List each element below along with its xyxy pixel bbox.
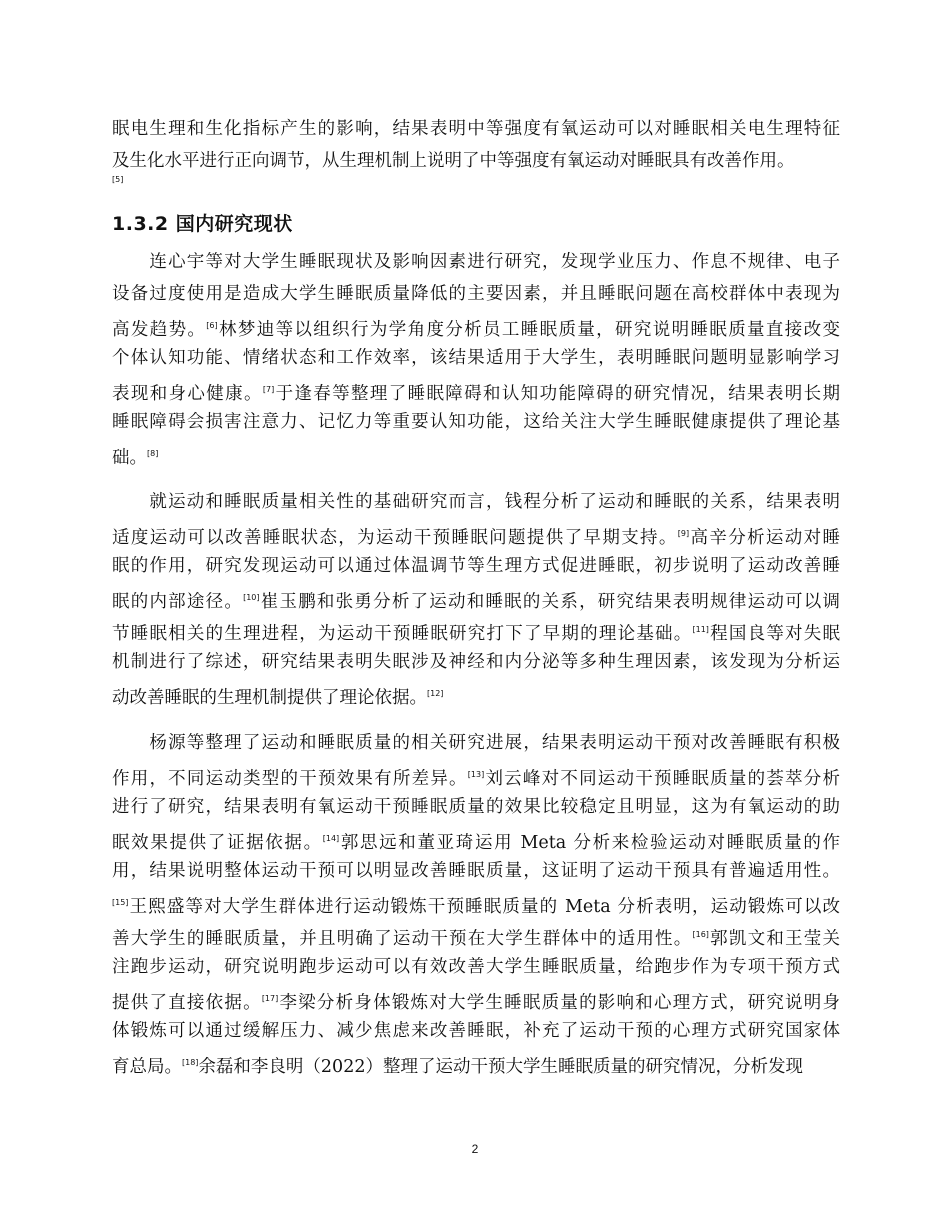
text-line [112, 550, 840, 582]
citation-ref: [11] [692, 625, 709, 634]
citation-ref: [6] [206, 321, 218, 330]
text-line [112, 406, 840, 438]
text-run: 于逢春等整理了睡眠障碍和认知功能障碍的研究情况，结果表明长期 [274, 384, 840, 404]
text-run: 眠效果提供了证据依据。 [112, 833, 323, 853]
section-title: 国内研究现状 [175, 213, 293, 235]
text-line [112, 823, 840, 855]
text-line [112, 855, 840, 887]
text-run: 设备过度使用是造成大学生睡眠质量降低的主要因素，并且睡眠问题在高校群体中表现为 [112, 284, 840, 304]
text-run: 适度运动可以改善睡眠状态，为运动干预睡眠问题提供了早期支持。 [112, 528, 678, 548]
paragraph [112, 246, 840, 470]
text-line [112, 342, 840, 374]
citation-ref: [14] [322, 834, 340, 843]
text-run: 李梁分析身体锻炼对大学生睡眠质量的影响和心理方式，研究说明身 [278, 993, 841, 1013]
citation-ref: [13] [467, 770, 485, 779]
text-line [112, 919, 840, 951]
text-run: 体锻炼可以通过缓解压力、减少焦虑来改善睡眠，补充了运动干预的心理方式研究国家体 [112, 1021, 840, 1041]
text-line [112, 1015, 840, 1047]
text-line [112, 438, 840, 470]
text-run: 连心宇等对大学生睡眠现状及影响因素进行研究，发现学业压力、作息不规律、电子 [112, 252, 840, 272]
text-run: 杨源等整理了运动和睡眠质量的相关研究进展，结果表明运动干预对改善睡眠有积极 [112, 733, 840, 753]
text-run: 注跑步运动，研究说明跑步运动可以有效改善大学生睡眠质量，给跑步作为专项干预方式 [112, 957, 840, 977]
citation-ref: [12] [427, 689, 444, 698]
text-run: 郭思远和董亚琦运用 Meta 分析来检验运动对睡眠质量的作 [339, 833, 840, 853]
citation-ref: [5] [112, 175, 124, 184]
text-run: 提供了直接依据。 [112, 993, 262, 1013]
paragraph [112, 727, 840, 1079]
section-number: 1.3.2 [112, 213, 169, 235]
citation-ref: [15] [112, 898, 129, 907]
text-run: 程国良等对失眠 [708, 624, 841, 644]
text-run: 础。 [112, 448, 147, 468]
text-run: 机制进行了综述，研究结果表明失眠涉及神经和内分泌等多种生理因素，该发现为分析运 [112, 652, 840, 672]
text-line: 及生化水平进行正向调节，从生理机制上说明了中等强度有氧运动对睡眠具有改善作用。 [112, 151, 795, 171]
text-run: 崔玉鹏和张勇分析了运动和睡眠的关系，研究结果表明规律运动可以调 [259, 592, 841, 612]
text-line [112, 374, 840, 406]
citation-ref: [7] [262, 385, 275, 394]
text-line [112, 518, 840, 550]
text-line [112, 614, 840, 646]
text-line [112, 486, 840, 518]
text-line [112, 1047, 840, 1079]
text-line [112, 246, 840, 278]
text-run: 作用，不同运动类型的干预效果有所差异。 [112, 769, 468, 789]
citation-ref: [18] [182, 1058, 199, 1067]
text-line [112, 887, 840, 919]
text-run: 刘云峰对不同运动干预睡眠质量的荟萃分析 [484, 769, 841, 789]
text-run: 个体认知功能、情绪状态和工作效率，该结果适用于大学生，表明睡眠问题明显影响学习 [112, 348, 840, 368]
text-line [112, 791, 840, 823]
text-line [112, 951, 840, 983]
section-heading [112, 209, 293, 236]
text-run: 节睡眠相关的生理进程，为运动干预睡眠研究打下了早期的理论基础。 [112, 624, 693, 644]
citation-ref: [8] [147, 449, 159, 458]
text-line [112, 727, 840, 759]
text-run: 眠的内部途径。 [112, 592, 244, 612]
text-line [112, 983, 840, 1015]
continuation-paragraph [112, 113, 840, 187]
text-run: 高发趋势。 [112, 320, 207, 340]
text-run: 育总局。 [112, 1057, 182, 1077]
text-line [112, 278, 840, 310]
text-line [112, 582, 840, 614]
text-line [112, 310, 840, 342]
text-run: 余磊和李良明（2022）整理了运动干预大学生睡眠质量的研究情况，分析发现 [198, 1057, 803, 1077]
text-run: 王熙盛等对大学生群体进行运动锻炼干预睡眠质量的 Meta 分析表明，运动锻炼可以改 [128, 897, 840, 917]
text-run: 动改善睡眠的生理机制提供了理论依据。 [112, 688, 427, 708]
text-run: 眠的作用，研究发现运动可以通过体温调节等生理方式促进睡眠，初步说明了运动改善睡 [112, 556, 840, 576]
text-run: 进行了研究，结果表明有氧运动干预睡眠质量的效果比较稳定且明显，这为有氧运动的助 [112, 797, 840, 817]
citation-ref: [17] [261, 994, 279, 1003]
paragraph [112, 486, 840, 710]
text-run: 高辛分析运动对睡 [689, 528, 840, 548]
text-line: 眠电生理和生化指标产生的影响，结果表明中等强度有氧运动可以对睡眠相关电生理特征 [112, 119, 840, 139]
text-line [112, 678, 840, 710]
citation-ref: [16] [692, 930, 709, 939]
text-run: 就运动和睡眠质量相关性的基础研究而言，钱程分析了运动和睡眠的关系，结果表明 [112, 492, 840, 512]
text-run: 善大学生的睡眠质量，并且明确了运动干预在大学生群体中的适用性。 [112, 929, 693, 949]
text-run: 用，结果说明整体运动干预可以明显改善睡眠质量，这证明了运动干预具有普遍适用性。 [112, 861, 840, 881]
text-run: 表现和身心健康。 [112, 384, 263, 404]
text-line [112, 646, 840, 678]
text-run: 郭凯文和王莹关 [708, 929, 841, 949]
citation-ref: [9] [677, 529, 690, 538]
text-run: 睡眠障碍会损害注意力、记忆力等重要认知功能，这给关注大学生睡眠健康提供了理论基 [112, 412, 840, 432]
text-line [112, 759, 840, 791]
page-number: 2 [471, 1142, 479, 1156]
citation-ref: [10] [243, 593, 260, 602]
text-run: 林梦迪等以组织行为学角度分析员工睡眠质量，研究说明睡眠质量直接改变 [217, 320, 840, 340]
